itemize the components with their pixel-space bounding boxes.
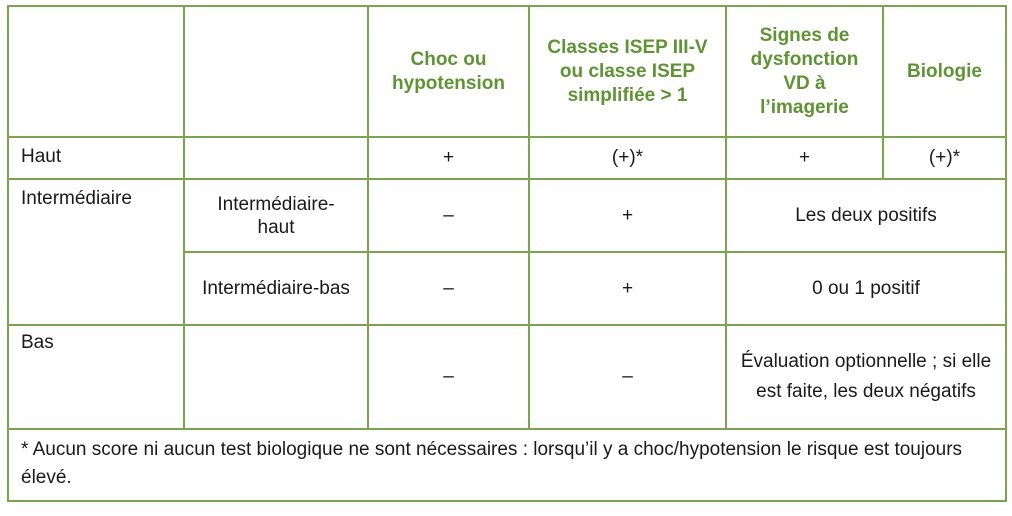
row-sublabel-haut	[184, 137, 368, 179]
row-sublabel-inter-haut: Intermédiaire-haut	[184, 179, 368, 252]
header-empty-1	[8, 6, 184, 137]
cell-inter-haut-vd-bio: Les deux positifs	[726, 179, 1006, 252]
risk-table	[7, 5, 1007, 502]
header-shock: Choc ou hypotension	[368, 6, 529, 137]
cell-haut-isep: (+)*	[529, 137, 726, 179]
row-label-bas: Bas	[8, 325, 184, 429]
cell-inter-bas-vd-bio: 0 ou 1 positif	[726, 252, 1006, 325]
row-sublabel-inter-bas: Intermédiaire-bas	[184, 252, 368, 325]
cell-bas-isep: –	[529, 325, 726, 429]
row-sublabel-bas	[184, 325, 368, 429]
cell-inter-haut-shock: –	[368, 179, 529, 252]
cell-inter-haut-isep: +	[529, 179, 726, 252]
cell-bas-shock: –	[368, 325, 529, 429]
header-biology: Biologie	[883, 6, 1006, 137]
row-label-haut: Haut	[8, 137, 184, 179]
cell-inter-bas-shock: –	[368, 252, 529, 325]
header-isep: Classes ISEP III-V ou classe ISEP simplifiée > 1	[529, 6, 726, 137]
row-label-intermediaire: Intermédiaire	[8, 179, 184, 325]
cell-haut-vd: +	[726, 137, 883, 179]
cell-haut-bio: (+)*	[883, 137, 1006, 179]
footnote: * Aucun score ni aucun test biologique ne sont nécessaires : lorsqu’il y a choc/hypotension le risque est toujours élevé.	[8, 429, 1006, 501]
cell-inter-bas-isep: +	[529, 252, 726, 325]
cell-bas-vd-bio: Évaluation optionnelle ; si elle est faite, les deux négatifs	[726, 325, 1006, 429]
header-vd: Signes de dysfonction VD à l’imagerie	[726, 6, 883, 137]
header-empty-2	[184, 6, 368, 137]
cell-haut-shock: +	[368, 137, 529, 179]
